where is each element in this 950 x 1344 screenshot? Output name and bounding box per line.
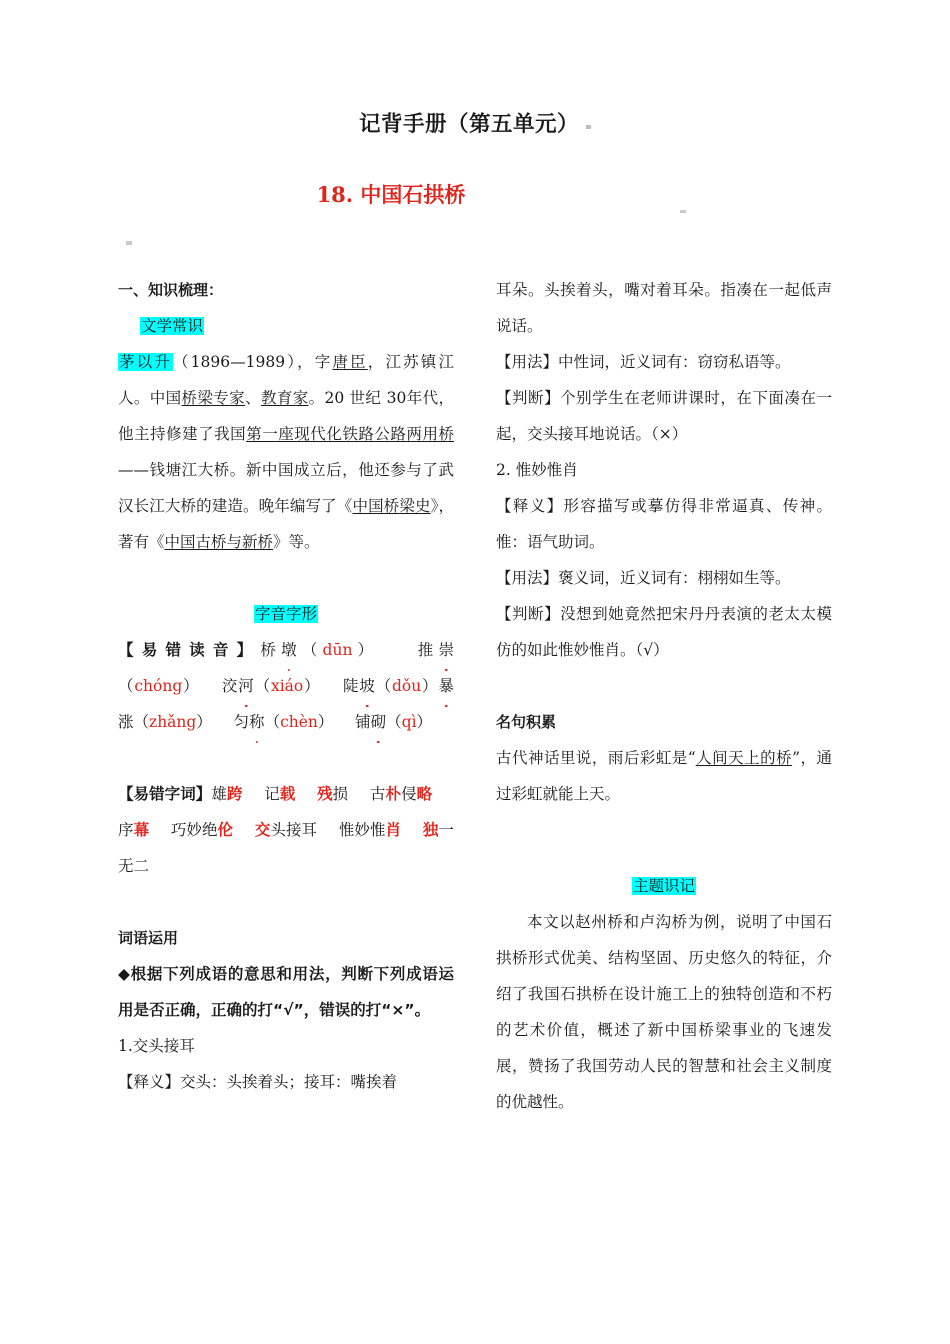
author-paragraph [118,344,454,560]
famous-lines-tail: ”，通过彩虹就能上天。 [496,749,832,803]
literature-tag-row [118,308,454,344]
reading-dot-char-4: 暴 [438,668,454,704]
idiom-1-judgement: 【判断】个别学生在老师讲课时，在下面凑在一起，交头接耳地说话。（×） [496,389,832,443]
char-item-8 [339,821,401,839]
left-column [118,272,454,1120]
char-plain-before-8: 惟妙惟 [338,821,386,839]
reading-pinyin-1: chóng [134,677,183,695]
word-usage-heading: 词语运用 [118,929,179,947]
author-bridge-achievement: 第一座现代化铁路公路两用桥 [246,425,454,443]
wrong-reading-paragraph [118,632,454,740]
reading-pinyin-2: xiáo [270,677,304,695]
reading-pinyin-0: dūn [322,641,353,659]
char-plain-after-2: 损 [332,785,349,803]
reading-dot-char-5: 称 [249,704,265,740]
idiom-1-meaning: 【释义】交头：头挨着头；接耳：嘴挨着 [118,1073,398,1091]
idiom-1-meaning-continued: 耳朵。头挨着头，嘴对着耳朵。指凑在一起低声说话。 [496,281,832,335]
idiom-2-judgement: 【判断】没想到她竟然把宋丹丹表演的老太太模仿的如此惟妙惟肖。（√） [496,605,832,659]
reading-item-0: 桥墩（dūn） [260,641,378,659]
author-book-old-new-bridges: 中国古桥与新桥 [164,533,274,551]
char-plain-before-4: 侵 [401,785,417,803]
famous-lines-heading: 名句积累 [496,713,557,731]
reading-word-0: 桥 [260,641,282,659]
reading-dot-char-3: 坡 [359,668,375,704]
char-red-5: 幕 [133,820,150,839]
author-origin: ，江苏镇 [367,353,439,371]
reading-item-6: 铺砌（qì） [355,713,432,731]
char-red-1: 载 [279,784,296,803]
reading-word-6: 铺 [355,713,371,731]
author-era: 。20 世纪 30 [308,389,407,407]
char-item-5 [118,821,149,839]
author-name: 茅以升 [119,353,172,371]
author-book-sep: 》，著有《 [118,497,454,551]
reading-item-2: 洨河（xiáo） [221,677,320,695]
famous-lines-lead: 古代神话里说，雨后彩虹是“ [496,749,696,767]
page-title [118,0,832,138]
reading-dot-char-2: 河 [238,668,254,704]
theme-recognition-tag: 主题识记 [632,877,695,895]
char-red-8: 肖 [385,820,402,839]
spacer-before-theme-2 [496,848,832,868]
char-plain-before-3: 古 [369,785,386,803]
reading-word-1: 推 [412,641,439,659]
char-plain-after-9: 一无二 [118,821,454,875]
spacer-after-author [118,560,454,596]
idiom-1-usage: 【用法】中性词，近义词有：窃窃私语等。 [496,353,791,371]
author-courtesy-name: 唐臣 [332,353,368,371]
reading-pinyin-6: qì [401,713,417,731]
char-item-3 [370,785,401,803]
author-books-end: 》等。 [273,533,320,551]
reading-word-4: 涨 [118,713,134,731]
idiom-2-meaning: 【释义】形容描写或摹仿得非常逼真、传神。惟：语气助词。 [496,497,832,551]
phonetics-tag-row [118,596,454,632]
right-column [496,272,832,1120]
famous-lines-quote: 人间天上的桥 [695,749,793,767]
char-red-6: 伦 [217,820,234,839]
char-item-2 [317,785,348,803]
lesson-title: 18. 中国石拱桥 [316,181,466,207]
reading-item-3: 陡坡（dǒu） [342,677,438,695]
char-item-7 [255,821,317,839]
reading-dot-char-6: 砌 [371,704,387,740]
char-plain-before-5: 序 [118,821,134,839]
char-red-0: 跨 [226,784,243,803]
reading-pinyin-5: chèn [280,713,318,731]
reading-item-1: 推崇（chóng） [118,641,454,695]
author-book-bridge-history: 中国桥梁史 [352,497,431,515]
wrong-chars-label: 【易错字词】 [118,785,212,803]
knowledge-section-heading: 一、知识梳理： [118,281,224,299]
char-red-3: 朴 [385,784,402,803]
char-plain-before-0: 雄 [211,785,227,803]
spacer-after-chars [118,884,454,920]
spacer-before-famous-lines [496,668,832,704]
author-work-intro: 年代，他主持修建了我国 [118,389,454,443]
author-sep: 、 [245,389,261,407]
char-red-7: 交 [254,820,271,839]
reading-pinyin-4: zhǎng [149,713,197,731]
famous-lines-text [496,740,832,812]
idiom-1-title: 1.交头接耳 [118,1037,195,1055]
wrong-chars-paragraph [118,776,454,884]
two-column-body [118,272,832,1120]
theme-tag-row [496,868,832,904]
author-dates: （1896—1989），字 [173,353,333,371]
left-margin-artifact-mark [126,241,132,245]
char-plain-after-7: 头接耳 [270,821,318,839]
title-artifact-mark [586,125,591,129]
subtitle-artifact-mark [680,210,686,213]
spacer-before-theme [496,812,832,848]
literature-common-sense-tag: 文学常识 [141,317,204,335]
author-profession-educator: 教育家 [260,389,309,407]
spacer-after-readings [118,740,454,776]
author-origin-cont: 江人。中国 [118,353,454,407]
char-plain-before-1: 记 [264,785,280,803]
reading-dot-char-1: 崇 [438,632,454,668]
idiom-2-title: 2. 惟妙惟肖 [496,461,578,479]
char-red-2: 残 [317,784,333,803]
char-item-1 [264,785,295,803]
char-item-6 [171,821,233,839]
theme-summary-text: 本文以赵州桥和卢沟桥为例，说明了中国石拱桥形式优美、结构坚固、历史悠久的特征，介绍了我国石拱桥在设计施工上的独特创造和不朽的艺术价值，概述了新中国桥梁事业的飞速发展，赞扬了我国劳动人民的智慧和社会主义制度的优越性。 [496,913,832,1111]
reading-word-2: 洨 [221,677,239,695]
word-usage-instruction: ◆根据下列成语的意思和用法，判断下列成语运用是否正确，正确的打“√”，错误的打“×”。 [118,965,454,1019]
char-plain-before-6: 巧妙绝 [170,821,218,839]
reading-word-3: 陡 [342,677,360,695]
reading-dot-char-0: 墩 [281,632,297,668]
author-bridge-detail: ——钱塘江大桥。新中国成立后，他还参与了武汉长江大桥的建造。晚年编写了《 [118,461,454,515]
char-item-0 [211,785,242,803]
char-item-4 [401,785,432,803]
char-red-9: 独 [422,820,439,839]
reading-item-5: 匀称（chèn） [234,713,334,731]
reading-pinyin-3: dǒu [391,677,422,695]
char-red-4: 略 [416,784,433,803]
wrong-reading-label: 【易错读音】 [118,641,261,659]
reading-word-5: 匀 [233,713,250,731]
phonetics-tag: 字音字形 [254,605,317,623]
author-profession-bridge: 桥梁专家 [181,389,246,407]
reading-item-4: 暴涨（zhǎng） [118,677,454,731]
page-title-text: 记背手册（第五单元） [358,112,579,137]
idiom-2-usage: 【用法】褒义词，近义词有：栩栩如生等。 [496,569,791,587]
